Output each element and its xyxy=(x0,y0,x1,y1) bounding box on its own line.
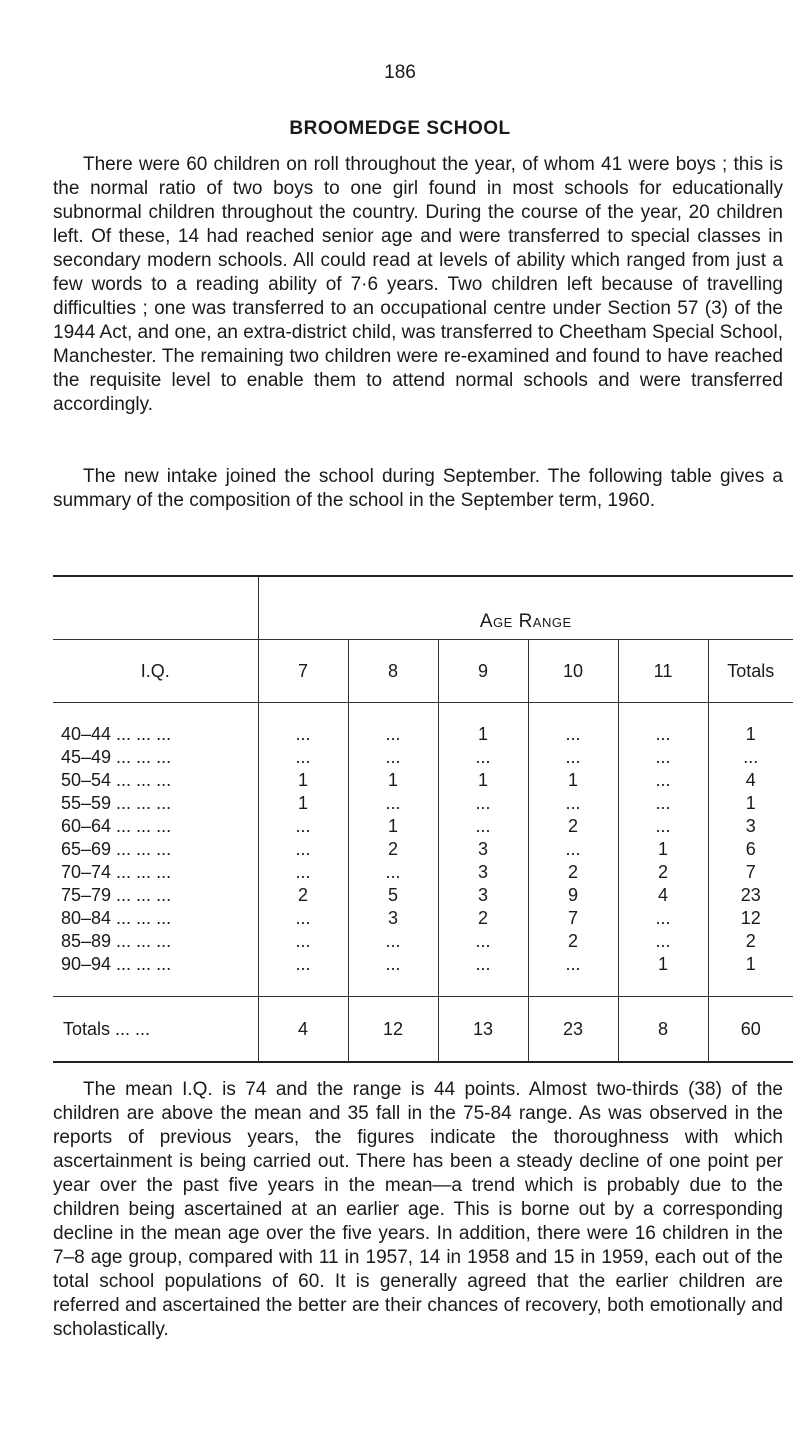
iq-range-cell: 45–49 ... ... ... xyxy=(61,747,172,767)
page-title: BROOMEDGE SCHOOL xyxy=(289,118,511,139)
count-cell: 7 xyxy=(528,907,618,930)
count-cell: ... xyxy=(258,746,348,769)
count-cell: ... xyxy=(618,769,708,792)
count-cell: ... xyxy=(438,953,528,976)
count-cell: ... xyxy=(258,861,348,884)
count-cell: ... xyxy=(348,953,438,976)
table-row xyxy=(53,861,793,884)
count-cell: ... xyxy=(618,792,708,815)
count-cell: ... xyxy=(708,746,793,769)
count-cell: ... xyxy=(258,930,348,953)
iq-range-cell: 70–74 ... ... ... xyxy=(61,862,172,882)
count-cell: 1 xyxy=(708,723,793,746)
count-cell: 1 xyxy=(438,723,528,746)
total-cell: 23 xyxy=(528,997,618,1062)
column-header: 11 xyxy=(618,640,708,703)
iq-range-cell: 60–64 ... ... ... xyxy=(61,816,172,836)
iq-range-cell: 80–84 ... ... ... xyxy=(61,908,172,928)
paragraph-intro: There were 60 children on roll throughout the year, of whom 41 were boys ; this is the normal ratio of two boys to one girl found in most schools for educationally subnormal children throughout the country. During the course of the year, 20 children left. Of these, 14 had reached senior age and were transferred to special classes in secondary modern schools. All could read at levels of ability which ranged from just a few words to a reading ability of 7·6 years. Two children left because of travelling difficulties ; one was transferred to an occupational centre under Section 57 (3) of the 1944 Act, and one, an extra-district child, was transferred to Cheetham Special School, Manchester. The remaining two children were re-examined and found to have reached the requisite level to enable them to attend normal schools and were transferred accordingly. xyxy=(53,154,783,415)
column-header: 9 xyxy=(438,640,528,703)
count-cell: ... xyxy=(258,723,348,746)
table-header-row xyxy=(53,640,793,703)
count-cell: 2 xyxy=(348,838,438,861)
count-cell: 5 xyxy=(348,884,438,907)
total-cell: 13 xyxy=(438,997,528,1062)
count-cell: 1 xyxy=(618,838,708,861)
iq-range-cell: 65–69 ... ... ... xyxy=(61,839,172,859)
column-header: Totals xyxy=(708,640,793,703)
column-header: 7 xyxy=(258,640,348,703)
paragraph-analysis: The mean I.Q. is 74 and the range is 44 points. Almost two-thirds (38) of the children are above the mean and 35 fall in the 75-84 range. As was observed in the reports of previous years, the figures indicate the thoroughness with which ascertainment is being carried out. There has been a steady decline of one point per year over the past five years in the mean—a trend which is probably due to the children being ascertained at an earlier age. This is borne out by a corresponding decline in the mean age over the five years. In addition, there were 16 children in the 7–8 age group, compared with 11 in 1957, 14 in 1958 and 15 in 1959, each out of the total school populations of 60. It is generally agreed that the earlier children are referred and ascertained the better are their chances of recovery, both emotionally and scholastically. xyxy=(53,1079,783,1340)
count-cell: 2 xyxy=(528,930,618,953)
count-cell: ... xyxy=(438,792,528,815)
count-cell: 1 xyxy=(528,769,618,792)
count-cell: ... xyxy=(258,838,348,861)
count-cell: ... xyxy=(438,815,528,838)
total-cell: 12 xyxy=(348,997,438,1062)
total-cell: 60 xyxy=(708,997,793,1062)
table-row xyxy=(53,723,793,746)
iq-range-cell: 75–79 ... ... ... xyxy=(61,885,172,905)
count-cell: ... xyxy=(438,746,528,769)
count-cell: 3 xyxy=(438,884,528,907)
table-row xyxy=(53,792,793,815)
count-cell: 2 xyxy=(438,907,528,930)
table-row xyxy=(53,953,793,976)
count-cell: 1 xyxy=(258,792,348,815)
count-cell: 3 xyxy=(438,838,528,861)
count-cell: 1 xyxy=(258,769,348,792)
table-row xyxy=(53,930,793,953)
count-cell: 7 xyxy=(708,861,793,884)
count-cell: 1 xyxy=(708,792,793,815)
count-cell: 4 xyxy=(618,884,708,907)
iq-range-cell: 50–54 ... ... ... xyxy=(61,770,172,790)
paragraph-intake: The new intake joined the school during September. The following table gives a summary of the composition of the school in the September term, 1960. xyxy=(53,466,783,511)
table-row xyxy=(53,884,793,907)
iq-range-cell: 55–59 ... ... ... xyxy=(61,793,172,813)
count-cell: ... xyxy=(258,953,348,976)
count-cell: 1 xyxy=(618,953,708,976)
count-cell: 2 xyxy=(528,861,618,884)
column-header: I.Q. xyxy=(53,640,258,703)
count-cell: 1 xyxy=(348,769,438,792)
count-cell: ... xyxy=(528,838,618,861)
count-cell: 3 xyxy=(348,907,438,930)
count-cell: 23 xyxy=(708,884,793,907)
iq-range-cell: 40–44 ... ... ... xyxy=(61,724,172,744)
page-number: 186 xyxy=(384,62,416,83)
table-row xyxy=(53,769,793,792)
count-cell: 6 xyxy=(708,838,793,861)
count-cell: ... xyxy=(348,746,438,769)
totals-label: Totals ... ... xyxy=(53,997,258,1062)
table-row xyxy=(53,746,793,769)
count-cell: ... xyxy=(348,792,438,815)
age-range-header: Age Range xyxy=(258,577,793,640)
count-cell: ... xyxy=(528,953,618,976)
count-cell: ... xyxy=(618,930,708,953)
table-row xyxy=(53,815,793,838)
iq-range-cell: 90–94 ... ... ... xyxy=(61,954,172,974)
count-cell: ... xyxy=(258,815,348,838)
iq-age-table xyxy=(53,575,793,1063)
totals-row xyxy=(53,997,793,1062)
count-cell: 2 xyxy=(708,930,793,953)
count-cell: 1 xyxy=(438,769,528,792)
count-cell: 4 xyxy=(708,769,793,792)
total-cell: 8 xyxy=(618,997,708,1062)
count-cell: 1 xyxy=(348,815,438,838)
count-cell: ... xyxy=(618,723,708,746)
iq-range-cell: 85–89 ... ... ... xyxy=(61,931,172,951)
count-cell: 2 xyxy=(528,815,618,838)
count-cell: 2 xyxy=(618,861,708,884)
count-cell: 2 xyxy=(258,884,348,907)
column-header: 10 xyxy=(528,640,618,703)
iq-table xyxy=(53,575,793,1063)
count-cell: ... xyxy=(348,861,438,884)
count-cell: 3 xyxy=(708,815,793,838)
table-row xyxy=(53,907,793,930)
count-cell: ... xyxy=(528,792,618,815)
count-cell: ... xyxy=(348,930,438,953)
count-cell: ... xyxy=(618,907,708,930)
count-cell: 1 xyxy=(708,953,793,976)
total-cell: 4 xyxy=(258,997,348,1062)
count-cell: 12 xyxy=(708,907,793,930)
count-cell: ... xyxy=(528,723,618,746)
count-cell: ... xyxy=(528,746,618,769)
column-header: 8 xyxy=(348,640,438,703)
count-cell: ... xyxy=(348,723,438,746)
table-row xyxy=(53,838,793,861)
count-cell: ... xyxy=(438,930,528,953)
count-cell: ... xyxy=(618,815,708,838)
count-cell: ... xyxy=(618,746,708,769)
count-cell: ... xyxy=(258,907,348,930)
count-cell: 3 xyxy=(438,861,528,884)
count-cell: 9 xyxy=(528,884,618,907)
